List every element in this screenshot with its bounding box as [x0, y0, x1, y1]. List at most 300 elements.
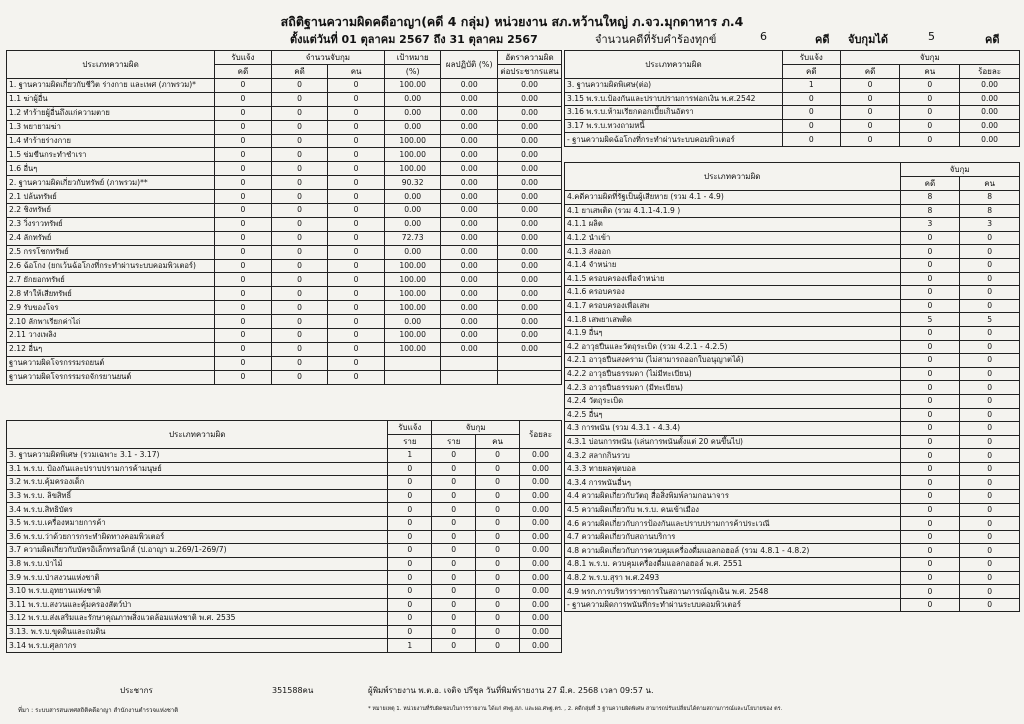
table-row	[7, 598, 562, 612]
row-value: 0	[960, 326, 1020, 340]
table-row	[565, 204, 1020, 218]
row-value: 0.00	[441, 92, 498, 106]
row-value: 0	[271, 301, 328, 315]
row-value: 0.00	[498, 301, 562, 315]
row-value: 0.00	[441, 287, 498, 301]
row-value: 0	[432, 625, 476, 639]
row-label: 4.3.1 บ่อนการพนัน (เล่นการพนันตั้งแต่ 20 คนขึ้นไป)	[565, 435, 901, 449]
row-value: 0	[432, 516, 476, 530]
row-label: ฐานความผิดโจรกรรมรถยนต์	[7, 356, 215, 370]
row-value: 0.00	[384, 190, 441, 204]
table-row	[565, 119, 1020, 133]
row-value: 0.00	[520, 557, 562, 571]
row-label: 4.1.4 จำหน่าย	[565, 258, 901, 272]
table-row	[7, 134, 562, 148]
row-value: 0.00	[498, 342, 562, 356]
row-value: 0	[960, 435, 1020, 449]
summary-caught-value: 5	[928, 30, 935, 43]
row-value: 0	[900, 462, 960, 476]
row-value: 0	[900, 106, 960, 120]
row-label: 2.12 อื่นๆ	[7, 342, 215, 356]
table-row	[565, 558, 1020, 572]
row-value: 1	[388, 639, 432, 653]
table-row	[565, 530, 1020, 544]
table-row	[7, 329, 562, 343]
row-value: 0	[215, 231, 272, 245]
row-value: 0.00	[441, 148, 498, 162]
row-label: 4.5 ความผิดเกี่ยวกับ พ.ร.บ. คนเข้าเมือง	[565, 503, 901, 517]
row-label: 3.5 พ.ร.บ.เครื่องหมายการค้า	[7, 516, 388, 530]
table-row	[7, 92, 562, 106]
row-value: 0.00	[441, 162, 498, 176]
row-value: 0.00	[520, 516, 562, 530]
row-value: 0	[900, 394, 960, 408]
summary-received-value: 6	[760, 30, 767, 43]
row-value: 0	[960, 408, 1020, 422]
row-label: 4.1.3 ส่งออก	[565, 245, 901, 259]
table-row	[7, 370, 562, 384]
row-value: 5	[960, 313, 1020, 327]
row-value: 0	[215, 106, 272, 120]
row-label: 4.1.9 อื่นๆ	[565, 326, 901, 340]
row-value: 100.00	[384, 273, 441, 287]
row-value: 0	[900, 367, 960, 381]
header-rate-sub: ต่อประชากรแสน	[498, 65, 562, 79]
row-value: 0	[476, 462, 520, 476]
row-value: 0	[476, 530, 520, 544]
summary-received-label: จำนวนคดีที่รับคำร้องทุกข์	[595, 33, 717, 46]
row-value: 0	[388, 462, 432, 476]
table-row	[565, 326, 1020, 340]
table-row	[7, 245, 562, 259]
row-label: 3.4 พ.ร.บ.สิทธิบัตร	[7, 503, 388, 517]
table-row	[7, 315, 562, 329]
row-value: 0	[215, 162, 272, 176]
row-label: 2.11 วางเพลิง	[7, 329, 215, 343]
header-result: ผลปฏิบัติ (%)	[441, 51, 498, 79]
row-value: 0.00	[520, 584, 562, 598]
row-value: 0	[328, 315, 385, 329]
report-period: ตั้งแต่วันที่ 01 ตุลาคม 2567 ถึง 31 ตุลาคม 2567	[290, 33, 538, 46]
row-value: 0	[271, 176, 328, 190]
row-value: 0	[388, 612, 432, 626]
row-value: 0	[215, 370, 272, 384]
row-value: 0.00	[498, 231, 562, 245]
table-row	[565, 435, 1020, 449]
row-label: 3.6 พ.ร.บ.ว่าด้วยการกระทำผิดทางคอมพิวเตอร์	[7, 530, 388, 544]
table-row	[7, 342, 562, 356]
row-label: 2.3 วิ่งราวทรัพย์	[7, 217, 215, 231]
row-value: 0	[900, 435, 960, 449]
row-value: 0.00	[384, 106, 441, 120]
row-value: 0	[900, 326, 960, 340]
row-label: 3.17 พ.ร.บ.ทวงถามหนี้	[565, 119, 783, 133]
row-value: 0	[215, 134, 272, 148]
header-target: เป้าหมาย	[384, 51, 441, 65]
row-value: 0	[328, 217, 385, 231]
row-value: 0	[900, 558, 960, 572]
table-row	[7, 217, 562, 231]
row-value: 0	[388, 625, 432, 639]
table-row	[565, 503, 1020, 517]
table-row	[565, 585, 1020, 599]
row-value: 100.00	[384, 342, 441, 356]
row-label: 4.1.2 นำเข้า	[565, 231, 901, 245]
row-label: 4.3.4 การพนันอื่นๆ	[565, 476, 901, 490]
row-value: 72.73	[384, 231, 441, 245]
row-value: 0.00	[960, 133, 1020, 147]
row-label: 4.1 ยาเสพติด (รวม 4.1.1-4.1.9 )	[565, 204, 901, 218]
row-value: 0	[840, 79, 900, 93]
row-value: 0	[328, 245, 385, 259]
row-value: 100.00	[384, 259, 441, 273]
right-header-received: รับแจ้ง	[782, 51, 840, 65]
row-label: 2.4 ลักทรัพย์	[7, 231, 215, 245]
row-value: 0.00	[520, 462, 562, 476]
table-row	[565, 381, 1020, 395]
row-value: 0	[782, 106, 840, 120]
row-value: 8	[960, 191, 1020, 205]
row-value: 0	[328, 134, 385, 148]
row-value: 0	[960, 245, 1020, 259]
table-row	[7, 462, 562, 476]
table-row	[7, 106, 562, 120]
row-value: 0.00	[520, 612, 562, 626]
row-value: 0.00	[498, 245, 562, 259]
special-header-arrest-cases: ราย	[432, 435, 476, 449]
row-value: 0	[900, 598, 960, 612]
row-value: 0	[328, 190, 385, 204]
row-value: 5	[900, 313, 960, 327]
row-value: 0	[271, 370, 328, 384]
row-label: 4.2 อาวุธปืนและวัตถุระเบิด (รวม 4.2.1 - 4.2.5)	[565, 340, 901, 354]
row-value: 0	[271, 356, 328, 370]
row-value: 3	[960, 218, 1020, 232]
row-value: 0	[271, 245, 328, 259]
row-label: 3. ฐานความผิดพิเศษ (รวมเฉพาะ 3.1 - 3.17)	[7, 449, 388, 463]
row-value: 0	[432, 544, 476, 558]
row-value: 0	[960, 449, 1020, 463]
state-header-crime-type: ประเภทความผิด	[565, 163, 901, 191]
row-value: 0	[960, 530, 1020, 544]
table-row	[7, 190, 562, 204]
table-row	[7, 476, 562, 490]
row-value: 0	[900, 354, 960, 368]
row-value: 0	[328, 231, 385, 245]
table-row	[565, 598, 1020, 612]
row-label: 4.3 การพนัน (รวม 4.3.1 - 4.3.4)	[565, 422, 901, 436]
row-value: 100.00	[384, 329, 441, 343]
row-value: 0	[960, 299, 1020, 313]
row-label: 3.3 พ.ร.บ. ลิขสิทธิ์	[7, 489, 388, 503]
state-victim-crime-table	[564, 162, 1020, 612]
row-value: 0	[271, 162, 328, 176]
row-value: 0.00	[960, 79, 1020, 93]
right-header-arrest-cases: คดี	[840, 65, 900, 79]
row-value: 0.00	[441, 245, 498, 259]
header-received-cases: คดี	[215, 65, 272, 79]
row-value: 0.00	[441, 273, 498, 287]
table-row	[565, 258, 1020, 272]
row-value: 0	[215, 120, 272, 134]
row-value: 0	[328, 162, 385, 176]
row-value: 0	[782, 133, 840, 147]
table-row	[565, 449, 1020, 463]
row-value: 0	[960, 571, 1020, 585]
row-value: 0	[328, 176, 385, 190]
row-value: 0.00	[498, 92, 562, 106]
row-value: 0	[271, 231, 328, 245]
row-value: 0	[388, 530, 432, 544]
row-value: 0	[476, 598, 520, 612]
table-row	[565, 313, 1020, 327]
row-value: 0	[782, 92, 840, 106]
empty-cell	[441, 370, 498, 384]
row-value: 0	[900, 544, 960, 558]
row-label: 2.6 ฉ้อโกง (ยกเว้นฉ้อโกงที่กระทำผ่านระบบคอมพิวเตอร์)	[7, 259, 215, 273]
row-value: 0	[476, 503, 520, 517]
row-value: 0	[215, 329, 272, 343]
row-value: 0.00	[520, 489, 562, 503]
row-value: 3	[900, 218, 960, 232]
row-label: 4.7 ความผิดเกี่ยวกับสถานบริการ	[565, 530, 901, 544]
row-value: 0	[960, 490, 1020, 504]
row-value: 8	[900, 204, 960, 218]
row-label: 1.3 พยายามฆ่า	[7, 120, 215, 134]
summary-unit-1: คดี	[815, 33, 830, 46]
table-row	[7, 120, 562, 134]
row-value: 0	[271, 273, 328, 287]
table-row	[7, 301, 562, 315]
row-value: 0	[960, 367, 1020, 381]
row-label: 4.3.2 สลากกินรวบ	[565, 449, 901, 463]
row-label: 2.9 รับของโจร	[7, 301, 215, 315]
right-header-persons: คน	[900, 65, 960, 79]
row-value: 0	[900, 476, 960, 490]
special-header-arrest: จับกุม	[432, 421, 520, 435]
row-value: 0	[960, 258, 1020, 272]
row-label: 3.12 พ.ร.บ.ส่งเสริมและรักษาคุณภาพสิ่งแวดล้อมแห่งชาติ พ.ศ. 2535	[7, 612, 388, 626]
row-value: 0	[900, 286, 960, 300]
row-value: 0	[328, 79, 385, 93]
row-value: 0.00	[520, 544, 562, 558]
row-value: 0	[215, 148, 272, 162]
row-value: 0	[328, 301, 385, 315]
row-label: 3. ฐานความผิดพิเศษ(ต่อ)	[565, 79, 783, 93]
table-row	[565, 231, 1020, 245]
table-row	[7, 449, 562, 463]
row-label: 2.5 กรรโชกทรัพย์	[7, 245, 215, 259]
row-value: 0	[900, 272, 960, 286]
row-value: 0.00	[441, 120, 498, 134]
row-value: 0	[960, 585, 1020, 599]
row-value: 0	[271, 287, 328, 301]
row-value: 0	[271, 106, 328, 120]
row-value: 0.00	[498, 148, 562, 162]
row-value: 0.00	[384, 92, 441, 106]
table-row	[7, 516, 562, 530]
row-value: 0	[215, 176, 272, 190]
row-label: 4.8.1 พ.ร.บ. ควบคุมเครื่องดื่มแอลกอฮอล์ พ.ศ. 2551	[565, 558, 901, 572]
table-row	[565, 272, 1020, 286]
row-value: 0	[476, 476, 520, 490]
source-note: ที่มา : ระบบสารสนเทศสถิติคดีอาญา สำนักงานตำรวจแห่งชาติ	[18, 707, 179, 714]
table-row	[565, 245, 1020, 259]
row-label: 4.2.1 อาวุธปืนสงคราม (ไม่สามารถออกใบอนุญาตได้)	[565, 354, 901, 368]
row-value: 0	[215, 245, 272, 259]
row-value: 0	[271, 92, 328, 106]
row-value: 0	[388, 571, 432, 585]
table-row	[7, 273, 562, 287]
row-value: 0.00	[441, 342, 498, 356]
row-value: 0	[271, 120, 328, 134]
row-label: 4.2.4 วัตถุระเบิด	[565, 394, 901, 408]
row-value: 0	[215, 217, 272, 231]
row-value: 0.00	[498, 315, 562, 329]
row-value: 0	[960, 340, 1020, 354]
row-label: 4.คดีความผิดที่รัฐเป็นผู้เสียหาย (รวม 4.1 - 4.9)	[565, 191, 901, 205]
header-target-pct: (%)	[384, 65, 441, 79]
row-label: 4.1.1 ผลิต	[565, 218, 901, 232]
right-header-cases: คดี	[782, 65, 840, 79]
row-value: 0.00	[520, 625, 562, 639]
row-value: 0	[900, 490, 960, 504]
row-value: 0	[840, 92, 900, 106]
row-value: 0.00	[520, 530, 562, 544]
row-value: 0.00	[441, 79, 498, 93]
row-value: 0	[328, 120, 385, 134]
row-value: 0	[215, 315, 272, 329]
row-value: 0	[271, 329, 328, 343]
row-value: 0	[328, 370, 385, 384]
right-header-arrest: จับกุม	[840, 51, 1019, 65]
row-value: 0	[432, 598, 476, 612]
row-label: 4.1.5 ครอบครองเพื่อจำหน่าย	[565, 272, 901, 286]
table-row	[7, 287, 562, 301]
state-header-arrest: จับกุม	[900, 163, 1020, 177]
row-value: 0	[271, 342, 328, 356]
row-value: 0	[900, 422, 960, 436]
special-header-percent: ร้อยละ	[520, 421, 562, 449]
table-row	[565, 92, 1020, 106]
row-label: 4.1.6 ครอบครอง	[565, 286, 901, 300]
row-value: 0	[960, 503, 1020, 517]
table-row	[7, 356, 562, 370]
row-value: 0	[215, 92, 272, 106]
row-value: 0	[432, 571, 476, 585]
row-value: 0	[328, 148, 385, 162]
row-value: 0	[328, 356, 385, 370]
row-value: 0.00	[384, 120, 441, 134]
row-value: 0.00	[384, 245, 441, 259]
row-value: 0	[215, 204, 272, 218]
row-value: 1	[388, 449, 432, 463]
state-header-cases: คดี	[900, 177, 960, 191]
row-value: 0	[476, 516, 520, 530]
row-value: 0	[215, 79, 272, 93]
table-row	[565, 517, 1020, 531]
row-value: 0	[840, 119, 900, 133]
row-value: 0	[900, 517, 960, 531]
row-value: 0	[900, 258, 960, 272]
row-value: 0.00	[960, 119, 1020, 133]
row-value: 0.00	[498, 259, 562, 273]
row-label: 3.14 พ.ร.บ.ศุลกากร	[7, 639, 388, 653]
row-value: 0	[900, 381, 960, 395]
row-label: 2.10 ลักพาเรียกค่าไถ่	[7, 315, 215, 329]
row-value: 0.00	[520, 449, 562, 463]
row-value: 0.00	[441, 217, 498, 231]
row-value: 0	[328, 106, 385, 120]
empty-cell	[498, 370, 562, 384]
row-label: 3.15 พ.ร.บ.ป้องกันและปราบปรามการฟอกเงิน พ.ศ.2542	[565, 92, 783, 106]
row-value: 0	[476, 544, 520, 558]
special-header-cases: ราย	[388, 435, 432, 449]
row-value: 0	[476, 625, 520, 639]
row-label: 4.4 ความผิดเกี่ยวกับวัตถุ สื่อสิ่งพิมพ์ลามกอนาจาร	[565, 490, 901, 504]
row-label: 4.3.3 ทายผลฟุตบอล	[565, 462, 901, 476]
row-value: 0	[900, 119, 960, 133]
table-row	[565, 354, 1020, 368]
table-row	[565, 462, 1020, 476]
table-row	[565, 544, 1020, 558]
row-value: 0	[432, 639, 476, 653]
row-label: 2.7 ยักยอกทรัพย์	[7, 273, 215, 287]
row-value: 0.00	[441, 190, 498, 204]
row-value: 8	[960, 204, 1020, 218]
row-label: - ฐานความผิดฉ้อโกงที่กระทำผ่านระบบคอมพิวเตอร์	[565, 133, 783, 147]
population-value: 351588คน	[272, 686, 314, 695]
state-header-persons: คน	[960, 177, 1020, 191]
row-label: 3.9 พ.ร.บ.ป่าสงวนแห่งชาติ	[7, 571, 388, 585]
summary-caught-label: จับกุมได้	[848, 33, 889, 46]
right-header-percent: ร้อยละ	[960, 65, 1020, 79]
row-value: 0.00	[498, 120, 562, 134]
empty-cell	[441, 356, 498, 370]
row-label: 4.1.8 เสพยาเสพติด	[565, 313, 901, 327]
row-value: 100.00	[384, 287, 441, 301]
row-value: 0.00	[498, 134, 562, 148]
row-value: 0	[388, 584, 432, 598]
row-label: 1.5 ข่มขืนกระทำชำเรา	[7, 148, 215, 162]
row-value: 0	[900, 571, 960, 585]
row-value: 100.00	[384, 162, 441, 176]
row-value: 0.00	[441, 315, 498, 329]
row-label: 3.11 พ.ร.บ.สงวนและคุ้มครองสัตว์ป่า	[7, 598, 388, 612]
row-label: 4.2.3 อาวุธปืนธรรมดา (มีทะเบียน)	[565, 381, 901, 395]
row-value: 0.00	[498, 176, 562, 190]
row-value: 0	[215, 356, 272, 370]
header-persons: คน	[328, 65, 385, 79]
row-value: 0.00	[441, 329, 498, 343]
row-value: 0	[215, 342, 272, 356]
row-value: 0	[782, 119, 840, 133]
row-value: 0	[476, 449, 520, 463]
row-value: 0.00	[441, 106, 498, 120]
row-value: 0	[900, 503, 960, 517]
row-value: 0	[900, 340, 960, 354]
row-value: 0.00	[384, 315, 441, 329]
row-value: 100.00	[384, 134, 441, 148]
row-value: 100.00	[384, 301, 441, 315]
table-row	[565, 133, 1020, 147]
table-row	[565, 286, 1020, 300]
footnote: * หมายเหตุ 1. หน่วยงานที่รับผิดชอบในการรายงาน ได้แก่ ศพฐ.สภ. และผอ.ศพฐ.ตร. , 2. คดีกลุ่มที่ 3 ฐานความผิดพิเศษ สามารถปรับเปลี่ยนได้ตามสถานการณ์และนโยบายของ ตร.	[368, 706, 783, 712]
row-value: 0.00	[441, 301, 498, 315]
row-value: 0	[900, 245, 960, 259]
row-value: 0	[900, 79, 960, 93]
row-value: 0.00	[960, 92, 1020, 106]
